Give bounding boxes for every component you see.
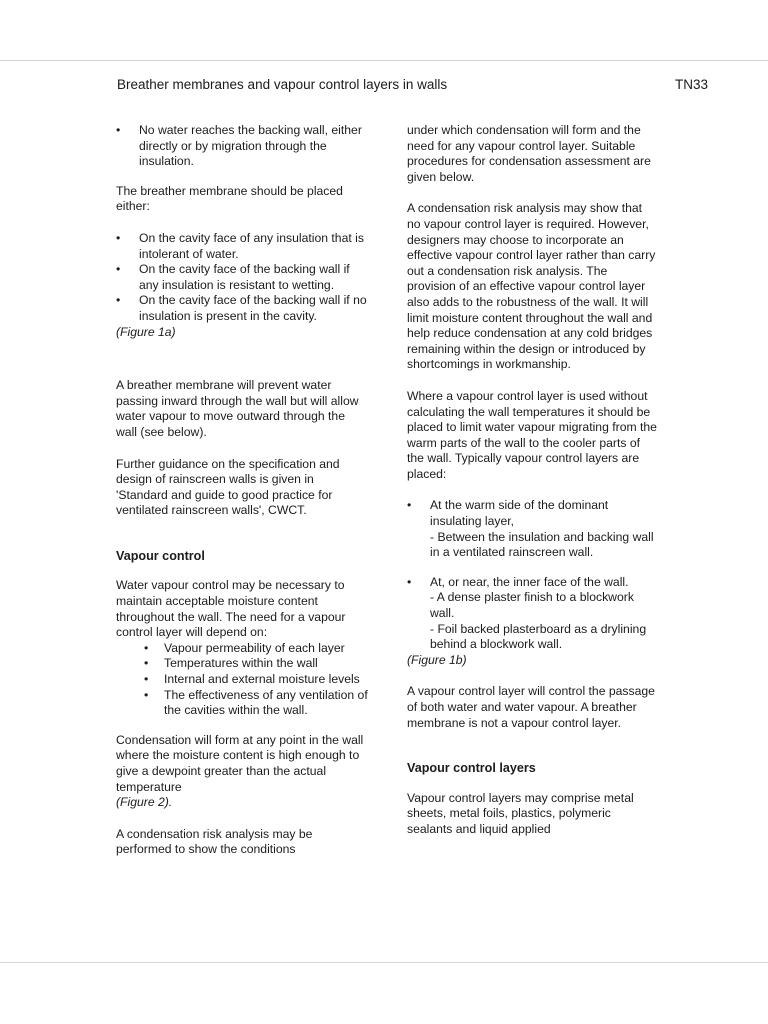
paragraph-placed: The breather membrane should be placed either:	[116, 183, 343, 214]
bullet-list-inner	[407, 575, 657, 653]
paragraph-vapour-control: Water vapour control may be necessary to maintain acceptable moisture content throughout the wall. The need for a vapour control layer will depend on:	[116, 578, 346, 640]
paragraph-risk-start: A condensation risk analysis may be performed to show the conditions	[116, 826, 313, 857]
list-item: • On the cavity face of the backing wall if any insulation is resistant to wetting.	[116, 262, 368, 293]
list-item: • On the cavity face of any insulation that is intolerant of water.	[116, 231, 368, 262]
paragraph-continued: under which condensation will form and the need for any vapour control layer. Suitable procedures for condensation assessment are given below.	[407, 123, 651, 184]
paragraph-vcl-control: A vapour control layer will control the passage of both water and water vapour. A breather membrane is not a vapour control layer.	[407, 684, 655, 730]
paragraph-condensation: Condensation will form at any point in the wall where the moisture content is high enough to give a dewpoint greater than the actual temperature	[116, 732, 364, 794]
list-item: • The effectiveness of any ventilation of the cavities within the wall.	[116, 688, 368, 719]
list-item-subtext: - Foil backed plasterboard as a drylining behind a blockwork wall.	[430, 621, 647, 652]
list-item-subtext: - Between the insulation and backing wall in a ventilated rainscreen wall.	[430, 529, 654, 560]
paragraph-where: Where a vapour control layer is used without calculating the wall temperatures it should be placed to limit water vapour migrating from the warm parts of the wall to the cooler parts of the wall. Typically vapour control layers are placed:	[407, 388, 657, 481]
bottom-rule	[0, 962, 768, 963]
paragraph-comprise: Vapour control layers may comprise metal sheets, metal foils, plastics, polymeric sealants and liquid applied	[407, 790, 634, 836]
list-item: • Vapour permeability of each layer	[116, 641, 368, 657]
list-item: • Internal and external moisture levels	[116, 672, 368, 688]
heading-vapour-control: Vapour control	[116, 548, 205, 563]
figure-reference-1b: (Figure 1b)	[407, 652, 467, 667]
list-item	[407, 575, 657, 653]
list-item: • On the cavity face of the backing wall if no insulation is present in the cavity.	[116, 293, 368, 324]
paragraph-risk-analysis: A condensation risk analysis may show that no vapour control layer is required. However, designers may choose to incorporate an effective vapour control layer rather than carry out a condensation risk analysis. The provision of an effective vapour control layer also adds to the robustness of the wall. It will limit moisture content throughout the wall and help reduce condensation at any cold bridges remaining within the design or introduced by shortcomings in workmanship.	[407, 201, 656, 372]
list-item-text: • At, or near, the inner face of the wall.	[430, 574, 629, 589]
left-column	[116, 123, 368, 874]
paragraph-guidance: Further guidance on the specification and design of rainscreen walls is given in 'Standard and guide to good practice for ventilated rainscreen walls', CWCT.	[116, 456, 340, 518]
bullet-list-placed	[116, 231, 368, 325]
list-item	[407, 498, 657, 560]
heading-vapour-control-layers: Vapour control layers	[407, 761, 536, 776]
bullet-list-depend	[116, 641, 368, 719]
top-rule	[0, 60, 768, 61]
bullet-list-reaches	[116, 123, 368, 170]
list-item-text: • At the warm side of the dominant insulating layer,	[430, 498, 609, 529]
figure-reference-1a: (Figure 1a)	[116, 324, 176, 339]
page-header-title: Breather membranes and vapour control layers in walls	[117, 77, 448, 92]
bullet-list-warm	[407, 498, 657, 560]
right-column	[407, 123, 657, 854]
figure-reference-2: (Figure 2).	[116, 795, 173, 810]
page-header-code: TN33	[675, 77, 709, 92]
paragraph-prevent: A breather membrane will prevent water passing inward through the wall but will allow water vapour to move outward through the wall (see below).	[116, 378, 359, 439]
list-item: • Temperatures within the wall	[116, 656, 368, 672]
list-item-subtext: - A dense plaster finish to a blockwork wall.	[430, 590, 634, 621]
list-item: • No water reaches the backing wall, either directly or by migration through the insulation.	[116, 123, 368, 170]
